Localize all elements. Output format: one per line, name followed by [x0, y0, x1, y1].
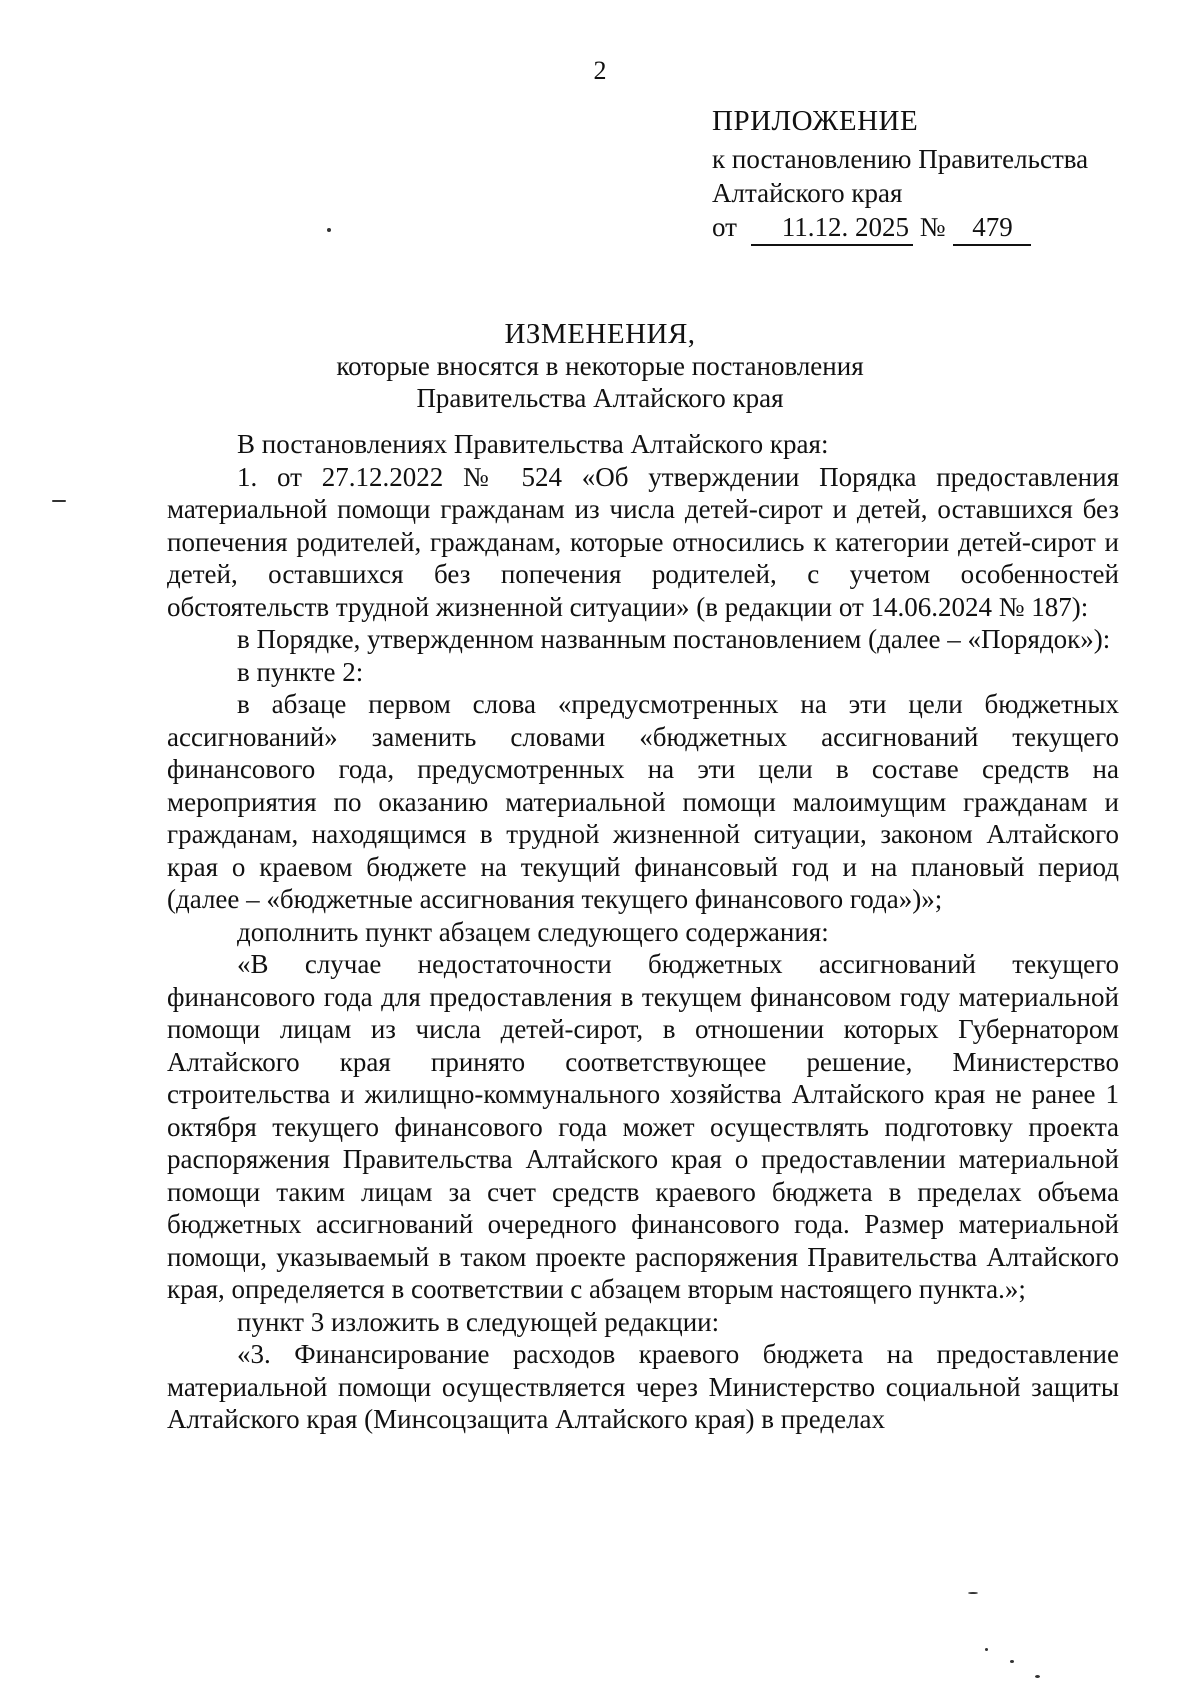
- paragraph: в абзаце первом слова «предусмотренных на эти цели бюджетных ассигнований» заменить словами «бюджетных ассигнований текущего финансового года, предусмотренных на эти цели в составе средств на мероприятия по оказанию материальной помощи малоимущим гражданам и гражданам, находящимся в трудной жизненной ситуации, законом Алтайского края о краевом бюджете на текущий финансовый год и на плановый период (далее – «бюджетные ассигнования текущего финансового года»)»;: [167, 689, 1119, 914]
- number-sign: №: [919, 212, 946, 242]
- title-heading: ИЗМЕНЕНИЯ,: [504, 318, 696, 350]
- document-body: [167, 428, 1119, 1436]
- paragraph: В постановлениях Правительства Алтайского края:: [237, 429, 829, 459]
- scan-speck: [1010, 1660, 1014, 1663]
- paragraph: «3. Финансирование расходов краевого бюджета на предоставление материальной помощи осуществляется через Министерство социальной защиты Алтайского края (Минсоцзащита Алтайского края) в пределах: [167, 1339, 1119, 1434]
- date-field: 11.12. 2025: [751, 210, 913, 246]
- paragraph: дополнить пункт абзацем следующего содержания:: [237, 916, 829, 947]
- paragraph: «В случае недостаточности бюджетных ассигнований текущего финансового года для предоставления в текущем финансовом году материальной помощи лицам из числа детей-сирот, в отношении которых Губернатором Алтайского края принято соответствующее решение, Министерство строительства и жилищно-коммунального хозяйства Алтайского края не ранее 1 октября текущего финансового года может осуществлять подготовку проекта распоряжения Правительства Алтайского края о предоставлении материальной помощи таким лицам за счет средств краевого бюджета в пределах объема бюджетных ассигнований очередного финансового года. Размер материальной помощи, указываемый в таком проекте распоряжения Правительства Алтайского края, определяется в соответствии с абзацем вторым настоящего пункта.»;: [167, 949, 1119, 1304]
- appendix-block: [712, 104, 1088, 246]
- appendix-date-line: [712, 210, 1088, 246]
- paragraph: в Порядке, утвержденном названным постановлением (далее – «Порядок»):: [237, 624, 1111, 654]
- title-line-2: Правительства Алтайского края: [416, 383, 784, 413]
- scan-speck: [968, 1592, 978, 1594]
- scan-speck: [1035, 1675, 1040, 1678]
- paragraph: пункт 3 изложить в следующей редакции:: [237, 1306, 720, 1337]
- document-title: [0, 318, 1200, 414]
- scan-speck: [52, 500, 66, 502]
- appendix-line-1: к постановлению Правительства: [712, 144, 1089, 174]
- page-number: 2: [593, 56, 607, 85]
- appendix-heading: ПРИЛОЖЕНИЕ: [712, 105, 919, 137]
- scan-speck: [327, 228, 331, 232]
- title-line-1: которые вносятся в некоторые постановления: [336, 351, 864, 381]
- paragraph: в пункте 2:: [237, 656, 364, 687]
- scan-speck: [985, 1648, 988, 1651]
- appendix-line-2: Алтайского края: [712, 178, 903, 208]
- date-prefix: от: [712, 212, 737, 242]
- paragraph: 1. от 27.12.2022 № 524 «Об утверждении Порядка предоставления материальной помощи гражданам из числа детей-сирот и детей, оставшихся без попечения родителей, гражданам, которые относились к категории детей-сирот и детей, оставшихся без попечения родителей, с учетом особенностей обстоятельств трудной жизненной ситуации» (в редакции от 14.06.2024 № 187):: [167, 461, 1119, 622]
- number-field: 479: [953, 210, 1031, 246]
